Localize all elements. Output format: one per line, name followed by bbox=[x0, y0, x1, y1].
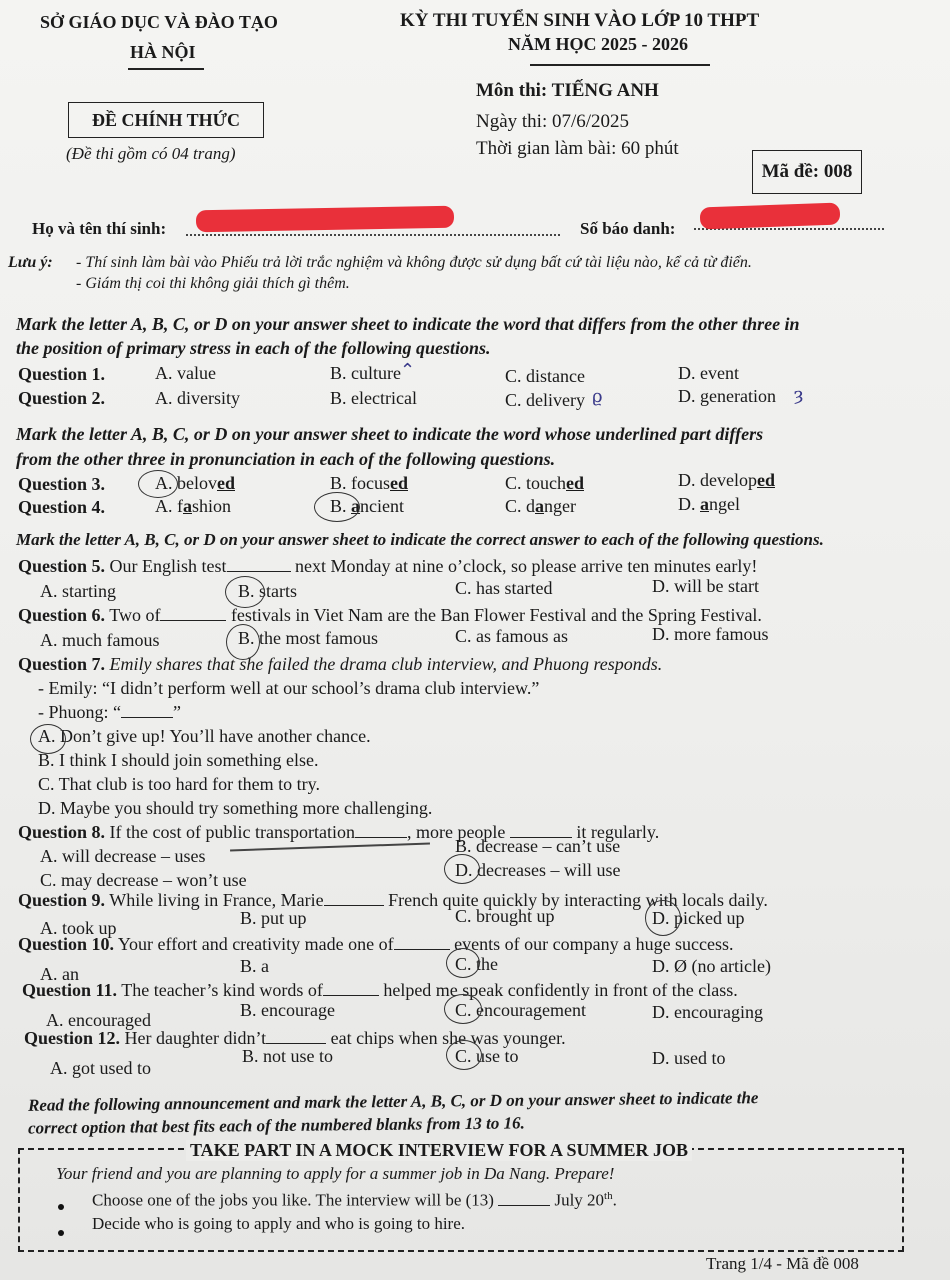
q11-blank bbox=[323, 995, 379, 996]
department-name: SỞ GIÁO DỤC VÀ ĐÀO TẠO bbox=[40, 12, 278, 32]
q7-blank bbox=[121, 717, 173, 718]
q11-text-after: helped me speak confidently in front of the class. bbox=[383, 980, 738, 1000]
announcement-title: TAKE PART IN A MOCK INTERVIEW FOR A SUMMER JOB bbox=[186, 1140, 692, 1161]
q3-option-c[interactable] bbox=[505, 473, 584, 494]
q9-blank bbox=[324, 905, 384, 906]
q12-option-c[interactable]: C. use to bbox=[455, 1046, 519, 1066]
subject: Môn thi: TIẾNG ANH bbox=[476, 80, 659, 101]
q5-option-a[interactable]: A. starting bbox=[40, 581, 116, 601]
q7-phuong-prefix: - Phuong: “ bbox=[38, 702, 121, 722]
redacted-sbd bbox=[700, 203, 841, 230]
q8-option-c[interactable]: C. may decrease – won’t use bbox=[40, 870, 247, 890]
q4-a-underlined: a bbox=[183, 496, 192, 516]
q3-option-d[interactable] bbox=[678, 470, 775, 491]
q8-text-before: If the cost of public transportation bbox=[109, 822, 355, 842]
q4-c-underlined: a bbox=[535, 496, 545, 516]
announcement-intro: Your friend and you are planning to apply for a summer job in Da Nang. Prepare! bbox=[56, 1164, 615, 1183]
q5-option-b[interactable]: B. starts bbox=[238, 581, 298, 601]
q4-a-text: A. f bbox=[155, 496, 183, 516]
q5-option-d[interactable]: D. will be start bbox=[652, 576, 759, 596]
q10-text-before: Your effort and creativity made one of bbox=[117, 934, 394, 954]
q7-label: Question 7. bbox=[18, 654, 106, 674]
q6-text-after: festivals in Viet Nam are the Ban Flower Festival and the Spring Festival. bbox=[230, 605, 762, 625]
q4-b-underlined: a bbox=[351, 496, 361, 516]
announcement-bullet-1 bbox=[92, 1190, 617, 1211]
q2-label: Question 2. bbox=[18, 388, 106, 408]
q5-stem bbox=[18, 556, 757, 577]
q12-blank bbox=[266, 1043, 326, 1044]
notes-line-1: - Thí sinh làm bài vào Phiếu trả lời trắc nghiệm và không được sử dụng bất cứ tài liệu nào, kể cả từ điển. bbox=[76, 254, 752, 271]
q8-circle-mark bbox=[444, 854, 480, 884]
bullet1-end: . bbox=[612, 1190, 617, 1210]
q3-circle-mark bbox=[138, 470, 178, 498]
q10-option-a[interactable]: A. an bbox=[40, 964, 79, 984]
page-footer: Trang 1/4 - Mã đề 008 bbox=[706, 1254, 859, 1273]
section4-instruction-1: Read the following announcement and mark the letter A, B, C, or D on your answer sheet to indicate the bbox=[27, 1088, 759, 1115]
q7-prompt: Emily shares that she failed the drama club interview, and Phuong responds. bbox=[109, 654, 663, 674]
blank-13 bbox=[498, 1205, 550, 1206]
q10-text-after: events of our company a huge success. bbox=[454, 934, 734, 954]
q1-label: Question 1. bbox=[18, 364, 106, 384]
q9-option-c[interactable]: C. brought up bbox=[455, 906, 555, 926]
q9-circle-mark bbox=[645, 900, 681, 936]
q2-pen-scribble-2: ȝ bbox=[794, 384, 804, 405]
section3-instruction: Mark the letter A, B, C, or D on your answer sheet to indicate the correct answer to each of the following questions. bbox=[16, 530, 824, 549]
q2-option-c[interactable]: C. delivery bbox=[505, 390, 585, 410]
exam-date: Ngày thi: 07/6/2025 bbox=[476, 111, 630, 132]
q12-circle-mark bbox=[446, 1040, 482, 1070]
q6-option-c[interactable]: C. as famous as bbox=[455, 626, 568, 646]
q4-d-text: D. bbox=[678, 494, 700, 514]
section4-instruction-2: correct option that best fits each of the numbered blanks from 13 to 16. bbox=[27, 1113, 525, 1138]
q11-option-b[interactable]: B. encourage bbox=[240, 1000, 335, 1020]
section2-instruction-1: Mark the letter A, B, C, or D on your answer sheet to indicate the word whose underlined part differs bbox=[16, 424, 764, 444]
q9-option-b[interactable]: B. put up bbox=[240, 908, 307, 928]
q4-option-d[interactable] bbox=[678, 494, 740, 515]
q11-circle-mark bbox=[444, 994, 482, 1024]
q9-option-a[interactable]: A. took up bbox=[40, 918, 117, 938]
q10-circle-mark bbox=[446, 948, 480, 978]
q7-option-d[interactable]: D. Maybe you should try something more challenging. bbox=[38, 798, 433, 818]
candidate-name-field bbox=[186, 234, 560, 236]
sbd-label: Số báo danh: bbox=[580, 219, 676, 238]
q7-option-a[interactable]: A. Don’t give up! You’ll have another chance. bbox=[38, 726, 371, 746]
q4-label: Question 4. bbox=[18, 497, 106, 517]
q3-b-text: B. focus bbox=[330, 473, 390, 493]
q3-d-text: D. develop bbox=[678, 470, 757, 490]
q4-option-a[interactable] bbox=[155, 496, 231, 517]
official-exam-label: ĐỀ CHÍNH THỨC bbox=[91, 109, 241, 130]
q7-option-b[interactable]: B. I think I should join something else. bbox=[38, 750, 319, 770]
q3-c-underlined: ed bbox=[566, 473, 584, 493]
q12-text-after: eat chips when she was younger. bbox=[330, 1028, 566, 1048]
q6-option-b[interactable]: B. the most famous bbox=[238, 628, 378, 648]
q5-blank bbox=[227, 571, 291, 572]
official-exam-box bbox=[68, 102, 264, 138]
q7-circle-mark bbox=[30, 724, 66, 754]
q1-option-c[interactable]: C. distance bbox=[505, 366, 585, 386]
q5-circle-mark bbox=[225, 576, 265, 608]
q12-label: Question 12. bbox=[24, 1028, 121, 1048]
q6-option-d[interactable]: D. more famous bbox=[652, 624, 769, 644]
q12-option-b[interactable]: B. not use to bbox=[242, 1046, 334, 1066]
q2-option-b[interactable]: B. electrical bbox=[330, 388, 417, 408]
q8-blank-1 bbox=[355, 837, 407, 838]
q1-option-a[interactable]: A. value bbox=[155, 363, 216, 383]
q2-option-d[interactable]: D. generation bbox=[678, 386, 776, 406]
q3-c-text: C. touch bbox=[505, 473, 566, 493]
q10-blank bbox=[394, 949, 450, 950]
q10-option-b[interactable]: B. a bbox=[240, 956, 269, 976]
q11-option-a[interactable]: A. encouraged bbox=[46, 1010, 151, 1030]
q4-option-c[interactable] bbox=[505, 496, 576, 517]
bullet1-date: July 20 bbox=[554, 1190, 605, 1210]
q6-option-a[interactable]: A. much famous bbox=[40, 630, 160, 650]
q4-b-rest: ncient bbox=[360, 496, 404, 516]
q12-option-a[interactable]: A. got used to bbox=[50, 1058, 151, 1078]
q3-a-underlined: ed bbox=[217, 473, 235, 493]
section2-instruction-2: from the other three in pronunciation in each of the following questions. bbox=[16, 449, 556, 469]
q1-pen-scribble: ⌃ bbox=[400, 360, 416, 381]
q12-text-before: Her daughter didn’t bbox=[124, 1028, 267, 1048]
exam-duration: Thời gian làm bài: 60 phút bbox=[476, 138, 679, 159]
section1-instruction-2: the position of primary stress in each of the following questions. bbox=[16, 338, 491, 358]
announcement-bullet-2: Decide who is going to apply and who is going to hire. bbox=[92, 1214, 466, 1233]
q7-emily-line: - Emily: “I didn’t perform well at our school’s drama club interview.” bbox=[38, 678, 540, 698]
q8-option-a[interactable]: A. will decrease – uses bbox=[40, 846, 206, 866]
city-underline bbox=[128, 68, 204, 70]
q9-option-d[interactable]: D. picked up bbox=[652, 908, 745, 928]
q8-label: Question 8. bbox=[18, 822, 106, 842]
exam-title: KỲ THI TUYỂN SINH VÀO LỚP 10 THPT bbox=[400, 10, 760, 31]
pages-note: (Đề thi gồm có 04 trang) bbox=[66, 144, 236, 163]
q1-option-b[interactable]: B. culture bbox=[330, 363, 401, 383]
q3-a-text: A. belov bbox=[155, 473, 217, 493]
q10-option-c[interactable]: C. the bbox=[455, 954, 498, 974]
q4-circle-mark bbox=[314, 492, 360, 522]
q4-b-text: B. bbox=[330, 496, 352, 516]
q5-text-before: Our English test bbox=[109, 556, 227, 576]
q6-blank bbox=[160, 620, 226, 621]
q8-option-b[interactable]: B. decrease – can’t use bbox=[455, 836, 621, 856]
q4-d-underlined: a bbox=[700, 494, 709, 514]
q4-d-rest: ngel bbox=[709, 494, 740, 514]
q2-option-a[interactable]: A. diversity bbox=[155, 388, 240, 408]
notes-line-2: - Giám thị coi thi không giải thích gì thêm. bbox=[76, 275, 350, 292]
q7-phuong-suffix: ” bbox=[173, 702, 181, 722]
q6-stem bbox=[18, 605, 762, 626]
q10-stem bbox=[18, 934, 734, 955]
q11-label: Question 11. bbox=[22, 980, 118, 1000]
bullet-dot-2 bbox=[58, 1230, 64, 1236]
section1-instruction-1: Mark the letter A, B, C, or D on your answer sheet to indicate the word that differs from the other three in bbox=[16, 314, 800, 334]
q9-text-before: While living in France, Marie bbox=[109, 890, 324, 910]
q11-text-before: The teacher’s kind words of bbox=[121, 980, 323, 1000]
department-city: HÀ NỘI bbox=[130, 42, 196, 62]
q10-option-d[interactable]: D. Ø (no article) bbox=[652, 956, 771, 976]
q2-pen-scribble: ϱ bbox=[592, 386, 603, 407]
redacted-name bbox=[196, 206, 454, 232]
bullet-dot-1 bbox=[58, 1204, 64, 1210]
bullet1-sup: th bbox=[604, 1190, 613, 1202]
q5-text-after: next Monday at nine o’clock, so please arrive ten minutes early! bbox=[295, 556, 758, 576]
q3-b-underlined: ed bbox=[390, 473, 408, 493]
bullet1-text: Choose one of the jobs you like. The interview will be (13) bbox=[92, 1190, 494, 1210]
q5-option-c[interactable]: C. has started bbox=[455, 578, 553, 598]
q12-option-d[interactable]: D. used to bbox=[652, 1048, 726, 1068]
q7-option-c[interactable]: C. That club is too hard for them to try. bbox=[38, 774, 320, 794]
q1-option-d[interactable]: D. event bbox=[678, 363, 739, 383]
q8-text-after: it regularly. bbox=[576, 822, 660, 842]
notes-label: Lưu ý: bbox=[8, 254, 53, 271]
q5-label: Question 5. bbox=[18, 556, 106, 576]
candidate-name-label: Họ và tên thí sinh: bbox=[32, 219, 167, 238]
q9-label: Question 9. bbox=[18, 890, 106, 910]
q8-pen-underline bbox=[230, 843, 430, 851]
q7-stem bbox=[18, 654, 662, 675]
q4-a-rest: shion bbox=[192, 496, 232, 516]
q11-stem bbox=[22, 980, 738, 1001]
q3-label: Question 3. bbox=[18, 474, 106, 494]
school-year: NĂM HỌC 2025 - 2026 bbox=[508, 34, 688, 54]
q11-option-d[interactable]: D. encouraging bbox=[652, 1002, 763, 1022]
q8-option-d[interactable]: D. decreases – will use bbox=[455, 860, 621, 880]
q8-text-middle: , more people bbox=[406, 822, 506, 842]
q11-option-c[interactable]: C. encouragement bbox=[455, 1000, 586, 1020]
q3-d-underlined: ed bbox=[756, 470, 775, 490]
q3-option-b[interactable] bbox=[330, 473, 408, 494]
q6-circle-mark bbox=[226, 624, 260, 660]
q4-c-rest: nger bbox=[544, 496, 576, 516]
q7-phuong-line bbox=[38, 702, 181, 723]
q9-text-after: French quite quickly by interacting with locals daily. bbox=[388, 890, 768, 910]
exam-code-box bbox=[752, 150, 862, 194]
q6-text-before: Two of bbox=[109, 605, 161, 625]
year-underline bbox=[530, 64, 710, 66]
q6-label: Question 6. bbox=[18, 605, 106, 625]
q10-label: Question 10. bbox=[18, 934, 115, 954]
exam-code: Mã đề: 008 bbox=[761, 161, 853, 182]
q4-c-text: C. d bbox=[505, 496, 536, 516]
